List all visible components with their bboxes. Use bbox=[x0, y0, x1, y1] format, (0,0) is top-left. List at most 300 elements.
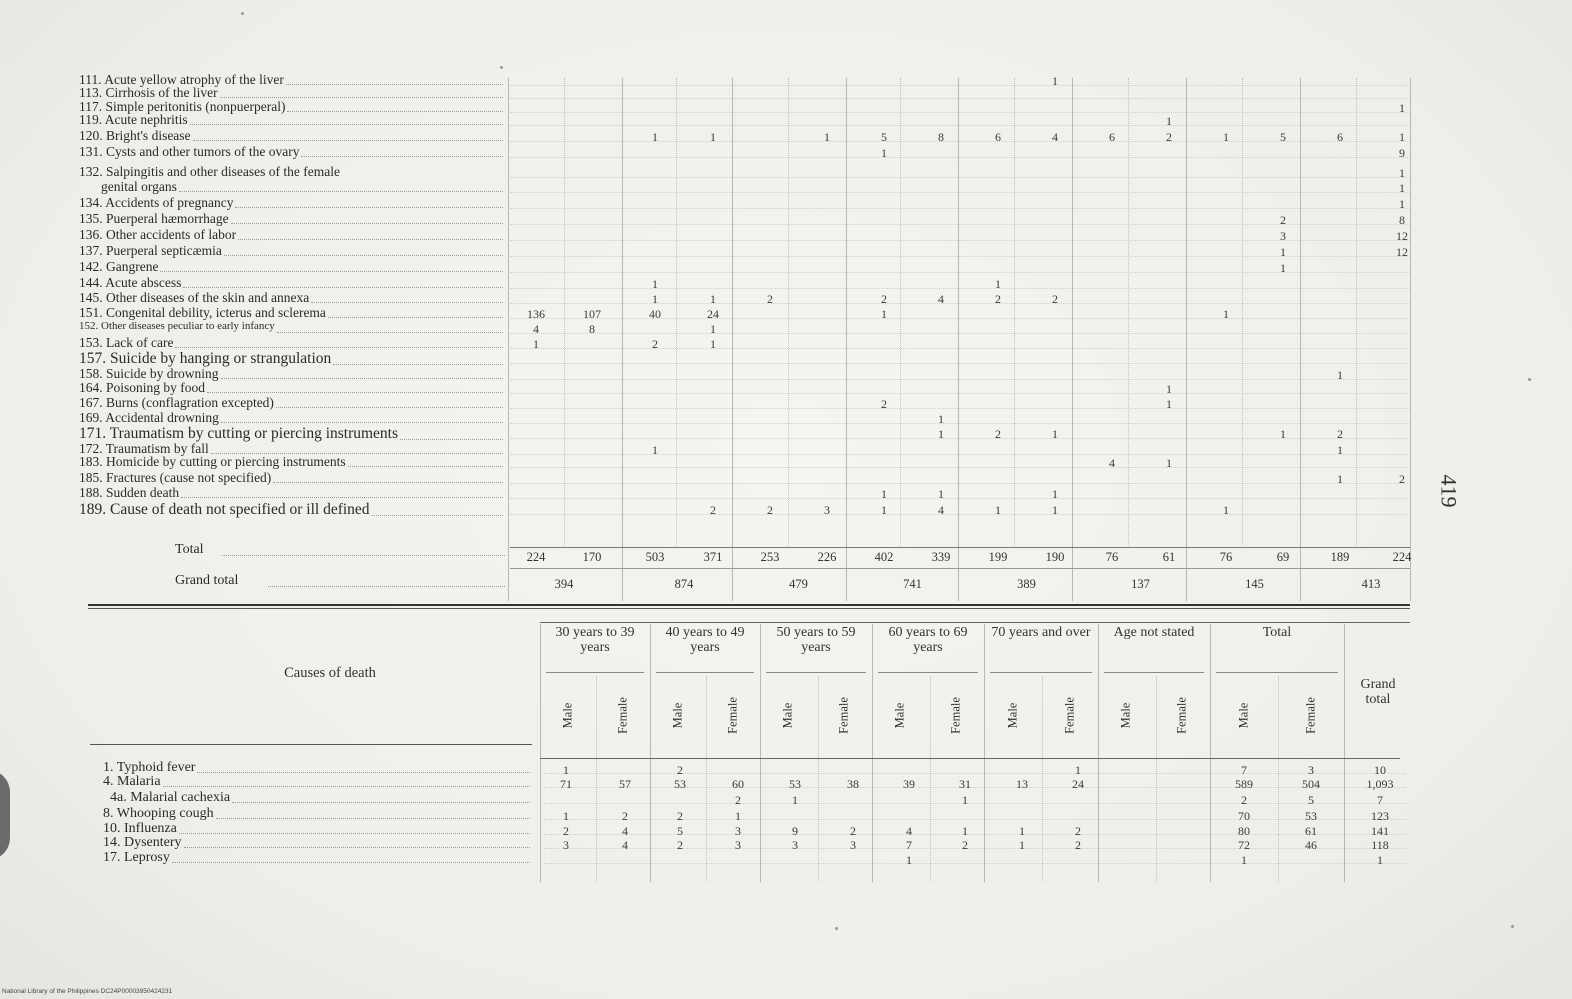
top-cause-label: 189. Cause of death not specified or ill defined bbox=[79, 501, 370, 518]
cause-leader bbox=[276, 407, 503, 408]
paper-speck bbox=[500, 66, 503, 69]
male-column-header: Male bbox=[892, 702, 907, 729]
cause-leader bbox=[179, 191, 503, 192]
bottom-cell-value: 1 bbox=[906, 853, 912, 867]
grand-total-leader bbox=[268, 586, 505, 587]
top-cause-label: 142. Gangrene bbox=[79, 259, 159, 274]
grand-total-value: 741 bbox=[903, 577, 922, 591]
top-cell-value: 1 bbox=[1399, 181, 1405, 195]
cause-leader bbox=[232, 802, 530, 803]
top-cause-label: 132. Salpingitis and other diseases of the female bbox=[79, 164, 340, 179]
bottom-cell-value: 31 bbox=[959, 777, 971, 791]
total-value: 371 bbox=[703, 550, 723, 564]
column-rule bbox=[1242, 78, 1243, 548]
bottom-cell-value: 4 bbox=[622, 824, 628, 838]
top-cell-value: 2 bbox=[1280, 213, 1286, 227]
top-cell-value: 2 bbox=[1399, 472, 1405, 486]
top-cell-value: 4 bbox=[1052, 130, 1058, 144]
bottom-cell-value: 1 bbox=[1377, 853, 1383, 867]
total-value: 170 bbox=[582, 550, 602, 564]
column-rule bbox=[900, 78, 901, 548]
cause-leader bbox=[286, 84, 503, 85]
column-rule bbox=[676, 78, 677, 548]
total-value: 224 bbox=[526, 550, 546, 564]
bottom-column-rule bbox=[1098, 624, 1099, 882]
total-value: 199 bbox=[988, 550, 1008, 564]
top-cell-value: 1 bbox=[824, 130, 830, 144]
bottom-cell-value: 2 bbox=[850, 824, 856, 838]
column-rule bbox=[564, 78, 565, 548]
top-cell-value: 1 bbox=[1166, 397, 1172, 411]
row-dots bbox=[510, 483, 1410, 484]
top-cause-label: 134. Accidents of pregnancy bbox=[79, 195, 234, 210]
top-cell-value: 1 bbox=[938, 427, 944, 441]
cause-leader bbox=[231, 223, 503, 224]
top-cell-value: 40 bbox=[649, 307, 661, 321]
cause-leader bbox=[172, 862, 530, 863]
bottom-cell-value: 46 bbox=[1305, 838, 1317, 852]
top-cause-label: 152. Other diseases peculiar to early infancy bbox=[79, 320, 275, 332]
bottom-cell-value: 2 bbox=[677, 838, 683, 852]
top-cell-value: 1 bbox=[1337, 368, 1343, 382]
top-cell-value: 2 bbox=[881, 397, 887, 411]
total-value: 76 bbox=[1219, 550, 1233, 564]
bottom-cell-value: 2 bbox=[735, 793, 741, 807]
binding-shadow bbox=[0, 770, 10, 860]
bottom-cell-value: 3 bbox=[850, 838, 856, 852]
top-cause-label: 144. Acute abscess bbox=[79, 275, 182, 290]
row-dots bbox=[510, 192, 1410, 193]
top-cause-label: 158. Suicide by drowning bbox=[79, 366, 219, 381]
total-value: 253 bbox=[760, 550, 780, 564]
age-group-rule bbox=[546, 672, 644, 673]
section-rule-heavy bbox=[88, 604, 1410, 606]
bottom-cell-value: 1 bbox=[962, 793, 968, 807]
header-bottom-rule bbox=[90, 744, 532, 745]
bottom-cell-value: 1 bbox=[1019, 824, 1025, 838]
age-group-rule bbox=[878, 672, 978, 673]
top-cell-value: 4 bbox=[533, 322, 539, 336]
bottom-cell-value: 5 bbox=[677, 824, 683, 838]
grand-total-value: 145 bbox=[1245, 577, 1264, 591]
top-cause-label: 145. Other diseases of the skin and annexa bbox=[79, 290, 310, 305]
top-cell-value: 1 bbox=[652, 277, 658, 291]
top-cell-value: 1 bbox=[1337, 472, 1343, 486]
total-value: 69 bbox=[1276, 550, 1290, 564]
top-cell-value: 2 bbox=[652, 337, 658, 351]
bottom-cell-value: 39 bbox=[903, 777, 915, 791]
total-value: 503 bbox=[645, 550, 665, 564]
top-cause-label: 120. Bright's disease bbox=[79, 128, 191, 143]
bottom-cause-label: 4a. Malarial cachexia bbox=[110, 790, 231, 805]
bottom-cell-value: 3 bbox=[735, 838, 741, 852]
top-cell-value: 9 bbox=[1399, 146, 1405, 160]
bottom-cell-value: 9 bbox=[792, 824, 798, 838]
bottom-cell-value: 38 bbox=[847, 777, 859, 791]
top-cell-value: 1 bbox=[1280, 245, 1286, 259]
row-dots bbox=[510, 379, 1410, 380]
cause-leader bbox=[221, 378, 504, 379]
bottom-column-rule bbox=[1210, 624, 1211, 882]
top-cell-value: 1 bbox=[1166, 114, 1172, 128]
bottom-cell-value: 589 bbox=[1235, 777, 1253, 791]
top-cause-label: 164. Poisoning by food bbox=[79, 380, 206, 395]
top-cell-value: 3 bbox=[1280, 229, 1286, 243]
top-cell-value: 1 bbox=[1337, 443, 1343, 457]
bottom-cell-value: 7 bbox=[1241, 763, 1247, 777]
age-group-header: 30 years to 39 years bbox=[555, 625, 635, 655]
bottom-cell-value: 7 bbox=[1377, 793, 1383, 807]
bottom-cell-value: 1 bbox=[563, 809, 569, 823]
total-value: 226 bbox=[817, 550, 837, 564]
top-cell-value: 2 bbox=[995, 427, 1001, 441]
cause-leader bbox=[224, 255, 503, 256]
top-cause-label: 117. Simple peritonitis (nonpuerperal) bbox=[79, 99, 286, 114]
top-cell-value: 1 bbox=[881, 146, 887, 160]
top-cause-label: 153. Lack of care bbox=[79, 335, 174, 350]
row-dots bbox=[510, 393, 1410, 394]
row-dots bbox=[510, 98, 1410, 99]
paper-speck bbox=[835, 927, 838, 930]
top-cause-label: 135. Puerperal hæmorrhage bbox=[79, 211, 229, 226]
top-cell-value: 2 bbox=[710, 503, 716, 517]
bottom-cause-label: 1. Typhoid fever bbox=[103, 760, 196, 775]
bottom-cell-value: 71 bbox=[560, 777, 572, 791]
top-cause-label: 169. Accidental drowning bbox=[79, 410, 219, 425]
cause-leader bbox=[238, 239, 503, 240]
top-cell-value: 1 bbox=[533, 337, 539, 351]
bottom-cause-label: 10. Influenza bbox=[103, 821, 177, 836]
bottom-cell-value: 53 bbox=[789, 777, 801, 791]
cause-leader bbox=[181, 497, 503, 498]
bottom-cell-value: 1 bbox=[792, 793, 798, 807]
top-cell-value: 1 bbox=[1399, 166, 1405, 180]
male-column-header: Male bbox=[1005, 702, 1019, 729]
top-cell-value: 1 bbox=[710, 130, 716, 144]
bottom-cell-value: 13 bbox=[1016, 777, 1028, 791]
cause-leader bbox=[277, 332, 503, 333]
column-rule bbox=[1128, 78, 1129, 548]
bottom-cell-value: 3 bbox=[563, 838, 569, 852]
bottom-subcolumn-rule bbox=[1278, 676, 1279, 882]
cause-leader bbox=[333, 364, 503, 365]
bottom-cause-label: 8. Whooping cough bbox=[103, 806, 214, 821]
row-dots bbox=[510, 408, 1410, 409]
top-cell-value: 24 bbox=[707, 307, 719, 321]
top-cell-value: 6 bbox=[1109, 130, 1115, 144]
bottom-cell-value: 2 bbox=[1241, 793, 1247, 807]
top-cell-value: 4 bbox=[938, 503, 944, 517]
row-dots bbox=[510, 333, 1410, 334]
bottom-cell-value: 3 bbox=[735, 824, 741, 838]
row-dots bbox=[510, 498, 1410, 499]
female-column-header: Female bbox=[1174, 697, 1189, 734]
top-cell-value: 8 bbox=[589, 322, 595, 336]
top-cell-value: 1 bbox=[652, 130, 658, 144]
top-cause-label: 113. Cirrhosis of the liver bbox=[79, 85, 218, 100]
bottom-cell-value: 53 bbox=[1305, 809, 1317, 823]
top-cell-value: 1 bbox=[1399, 130, 1405, 144]
top-cell-value: 2 bbox=[995, 292, 1001, 306]
cause-leader bbox=[190, 124, 503, 125]
top-cell-value: 2 bbox=[767, 292, 773, 306]
bottom-cause-label: 4. Malaria bbox=[103, 774, 161, 789]
top-cell-value: 6 bbox=[995, 130, 1001, 144]
row-dots bbox=[510, 363, 1410, 364]
top-cause-label: 188. Sudden death bbox=[79, 485, 180, 500]
age-group-rule bbox=[990, 672, 1092, 673]
top-cell-value: 1 bbox=[1223, 307, 1229, 321]
age-group-header: Age not stated bbox=[1113, 625, 1195, 640]
bottom-cell-value: 1,093 bbox=[1366, 777, 1394, 791]
bottom-cell-value: 1 bbox=[1075, 763, 1081, 777]
row-dots bbox=[510, 177, 1410, 178]
top-cell-value: 1 bbox=[1052, 503, 1058, 517]
top-cause-label: 131. Cysts and other tumors of the ovary bbox=[79, 144, 300, 159]
bottom-cell-value: 504 bbox=[1302, 777, 1320, 791]
female-column-header: Female bbox=[1062, 697, 1076, 734]
top-cell-value: 1 bbox=[652, 443, 658, 457]
cause-leader bbox=[400, 439, 503, 440]
column-rule bbox=[508, 78, 509, 601]
cause-leader bbox=[348, 466, 503, 467]
top-cell-value: 1 bbox=[1052, 427, 1058, 441]
causes-of-death-header: Causes of death bbox=[284, 665, 376, 681]
age-group-rule bbox=[656, 672, 754, 673]
column-rule bbox=[1356, 78, 1357, 548]
top-cell-value: 1 bbox=[938, 412, 944, 426]
cause-leader bbox=[216, 818, 530, 819]
age-group-header: Total bbox=[1262, 625, 1292, 640]
top-cause-label: 172. Traumatism by fall bbox=[79, 441, 209, 456]
bottom-column-rule bbox=[1344, 624, 1345, 882]
cause-leader bbox=[301, 156, 503, 157]
row-dots bbox=[510, 514, 1410, 515]
bottom-cell-value: 2 bbox=[677, 809, 683, 823]
paper-speck bbox=[241, 12, 244, 15]
total-value: 339 bbox=[931, 550, 951, 564]
top-cell-value: 1 bbox=[1280, 261, 1286, 275]
cause-leader bbox=[235, 207, 503, 208]
bottom-subcolumn-rule bbox=[818, 676, 819, 882]
male-column-header: Male bbox=[1118, 702, 1133, 729]
top-cause-label: genital organs bbox=[101, 179, 177, 194]
top-cell-value: 4 bbox=[938, 292, 944, 306]
top-cell-value: 107 bbox=[583, 307, 601, 321]
bottom-cell-value: 61 bbox=[1305, 824, 1317, 838]
bottom-cell-value: 10 bbox=[1374, 763, 1386, 777]
bottom-cell-value: 5 bbox=[1308, 793, 1314, 807]
bottom-subcolumn-rule bbox=[596, 676, 597, 882]
top-cause-label: 171. Traumatism by cutting or piercing instruments bbox=[79, 425, 399, 442]
top-cause-label: 151. Congenital debility, icterus and sclerema bbox=[79, 305, 326, 320]
bottom-cell-value: 4 bbox=[906, 824, 912, 838]
bottom-cell-value: 141 bbox=[1371, 824, 1389, 838]
top-cell-value: 136 bbox=[527, 307, 545, 321]
top-cell-value: 6 bbox=[1337, 130, 1343, 144]
top-cell-value: 2 bbox=[1166, 130, 1172, 144]
section-rule-light bbox=[88, 608, 1410, 609]
top-cause-label: 183. Homicide by cutting or piercing instruments bbox=[79, 454, 346, 469]
top-cell-value: 1 bbox=[1280, 427, 1286, 441]
bottom-cell-value: 118 bbox=[1371, 838, 1389, 852]
bottom-cause-label: 17. Leprosy bbox=[103, 850, 170, 865]
bottom-column-rule bbox=[872, 624, 873, 882]
cause-leader bbox=[328, 317, 503, 318]
top-cell-value: 2 bbox=[767, 503, 773, 517]
cause-leader bbox=[273, 482, 503, 483]
top-cell-value: 2 bbox=[1052, 292, 1058, 306]
male-column-header: Male bbox=[1236, 702, 1250, 729]
row-dots bbox=[510, 208, 1410, 209]
top-cell-value: 5 bbox=[881, 130, 887, 144]
bottom-cell-value: 3 bbox=[792, 838, 798, 852]
bottom-cell-value: 60 bbox=[732, 777, 744, 791]
bottom-cell-value: 1 bbox=[735, 809, 741, 823]
top-cell-value: 12 bbox=[1396, 245, 1408, 259]
top-cell-value: 1 bbox=[710, 337, 716, 351]
female-column-header: Female bbox=[615, 697, 629, 734]
bottom-cell-value: 2 bbox=[1075, 824, 1081, 838]
top-cell-value: 8 bbox=[1399, 213, 1405, 227]
total-value: 224 bbox=[1392, 550, 1412, 564]
total-value: 190 bbox=[1045, 550, 1065, 564]
age-group-header: 40 years to 49 years bbox=[665, 625, 745, 655]
bottom-column-rule bbox=[650, 624, 651, 882]
top-cell-value: 1 bbox=[995, 277, 1001, 291]
cause-leader bbox=[163, 786, 530, 787]
top-cell-value: 1 bbox=[938, 487, 944, 501]
row-dots bbox=[510, 467, 1410, 468]
total-value: 189 bbox=[1330, 550, 1350, 564]
cause-leader bbox=[193, 140, 503, 141]
top-cause-label: 185. Fractures (cause not specified) bbox=[79, 470, 272, 485]
cause-leader bbox=[179, 833, 530, 834]
top-cell-value: 2 bbox=[881, 292, 887, 306]
bottom-cell-value: 3 bbox=[1308, 763, 1314, 777]
top-cell-value: 1 bbox=[1166, 456, 1172, 470]
total-leader bbox=[222, 555, 505, 556]
bottom-subcolumn-rule bbox=[706, 676, 707, 882]
bottom-cell-value: 70 bbox=[1238, 809, 1250, 823]
cause-leader bbox=[311, 302, 503, 303]
row-dots bbox=[510, 423, 1410, 424]
library-footer: National Library of the Philippines DC24P00003950424231 bbox=[2, 988, 173, 995]
female-column-header: Female bbox=[836, 697, 851, 734]
top-cell-value: 1 bbox=[1052, 74, 1058, 88]
bottom-cell-value: 24 bbox=[1072, 777, 1084, 791]
bottom-cell-value: 1 bbox=[563, 763, 569, 777]
row-dots bbox=[510, 157, 1410, 158]
cause-leader bbox=[197, 772, 530, 773]
grand-total-value: 479 bbox=[789, 577, 808, 591]
cause-leader bbox=[287, 111, 503, 112]
bottom-top-rule bbox=[540, 622, 1410, 623]
top-cell-value: 1 bbox=[881, 307, 887, 321]
bottom-column-rule bbox=[540, 624, 541, 882]
cause-leader bbox=[372, 515, 503, 516]
total-value: 61 bbox=[1162, 550, 1176, 564]
top-cell-value: 1 bbox=[1223, 503, 1229, 517]
male-column-header: Male bbox=[560, 702, 574, 729]
cause-leader bbox=[207, 392, 503, 393]
age-group-rule bbox=[766, 672, 866, 673]
top-cell-value: 1 bbox=[652, 292, 658, 306]
cause-leader bbox=[175, 347, 503, 348]
paper-speck bbox=[1511, 925, 1514, 928]
bottom-cause-label: 14. Dysentery bbox=[103, 835, 182, 850]
top-cause-label: 119. Acute nephritis bbox=[79, 112, 188, 127]
top-cell-value: 1 bbox=[1399, 101, 1405, 115]
grand-total-value: 137 bbox=[1131, 577, 1150, 591]
top-cell-value: 1 bbox=[710, 292, 716, 306]
top-cause-label: 111. Acute yellow atrophy of the liver bbox=[79, 72, 284, 87]
column-rule bbox=[788, 78, 789, 548]
row-dots bbox=[510, 125, 1410, 126]
top-cause-label: 136. Other accidents of labor bbox=[79, 227, 237, 242]
male-column-header: Male bbox=[780, 702, 795, 729]
bottom-cell-value: 2 bbox=[1075, 838, 1081, 852]
cause-leader bbox=[183, 287, 503, 288]
top-cell-value: 12 bbox=[1396, 229, 1408, 243]
bottom-cell-value: 123 bbox=[1371, 809, 1389, 823]
bottom-cell-value: 53 bbox=[674, 777, 686, 791]
bottom-cell-value: 4 bbox=[622, 838, 628, 852]
bottom-column-rule bbox=[984, 624, 985, 882]
top-cell-value: 5 bbox=[1280, 130, 1286, 144]
top-cell-value: 4 bbox=[1109, 456, 1115, 470]
bottom-cell-value: 57 bbox=[619, 777, 631, 791]
grand-total-label: Grand total bbox=[175, 573, 239, 588]
age-group-header: 60 years to 69 years bbox=[888, 625, 968, 655]
header-bottom-rule-right bbox=[540, 758, 1400, 759]
female-column-header: Female bbox=[725, 697, 739, 734]
grand-total-value: 394 bbox=[554, 577, 574, 591]
bottom-cell-value: 1 bbox=[962, 824, 968, 838]
top-cell-value: 8 bbox=[938, 130, 944, 144]
page-number: 419 bbox=[1436, 474, 1462, 508]
total-value: 76 bbox=[1105, 550, 1119, 564]
total-value: 402 bbox=[874, 550, 894, 564]
grand-total-value: 874 bbox=[674, 577, 694, 591]
grand-total-rule bbox=[510, 568, 1410, 569]
bottom-subcolumn-rule bbox=[1156, 676, 1157, 882]
top-cell-value: 1 bbox=[1399, 197, 1405, 211]
top-cell-value: 1 bbox=[1166, 382, 1172, 396]
female-column-header: Female bbox=[1303, 697, 1317, 734]
bottom-cell-value: 72 bbox=[1238, 838, 1250, 852]
bottom-cell-value: 1 bbox=[1241, 853, 1247, 867]
paper-speck bbox=[1528, 378, 1531, 381]
top-cell-value: 1 bbox=[995, 503, 1001, 517]
age-group-rule bbox=[1104, 672, 1204, 673]
cause-leader bbox=[160, 271, 503, 272]
top-cause-label: 157. Suicide by hanging or strangulation bbox=[79, 350, 332, 367]
top-cell-value: 1 bbox=[1223, 130, 1229, 144]
top-cause-label: 167. Burns (conflagration excepted) bbox=[79, 395, 274, 410]
total-label: Total bbox=[175, 542, 204, 557]
bottom-cell-value: 1 bbox=[1019, 838, 1025, 852]
bottom-cell-value: 80 bbox=[1238, 824, 1250, 838]
grand-total-header: Grand total bbox=[1360, 677, 1396, 707]
top-cell-value: 3 bbox=[824, 503, 830, 517]
bottom-cell-value: 7 bbox=[906, 838, 912, 852]
male-column-header: Male bbox=[670, 702, 684, 729]
top-cause-label: 137. Puerperal septicæmia bbox=[79, 243, 222, 258]
cause-leader bbox=[220, 97, 503, 98]
bottom-cell-value: 2 bbox=[962, 838, 968, 852]
bottom-subcolumn-rule bbox=[930, 676, 931, 882]
